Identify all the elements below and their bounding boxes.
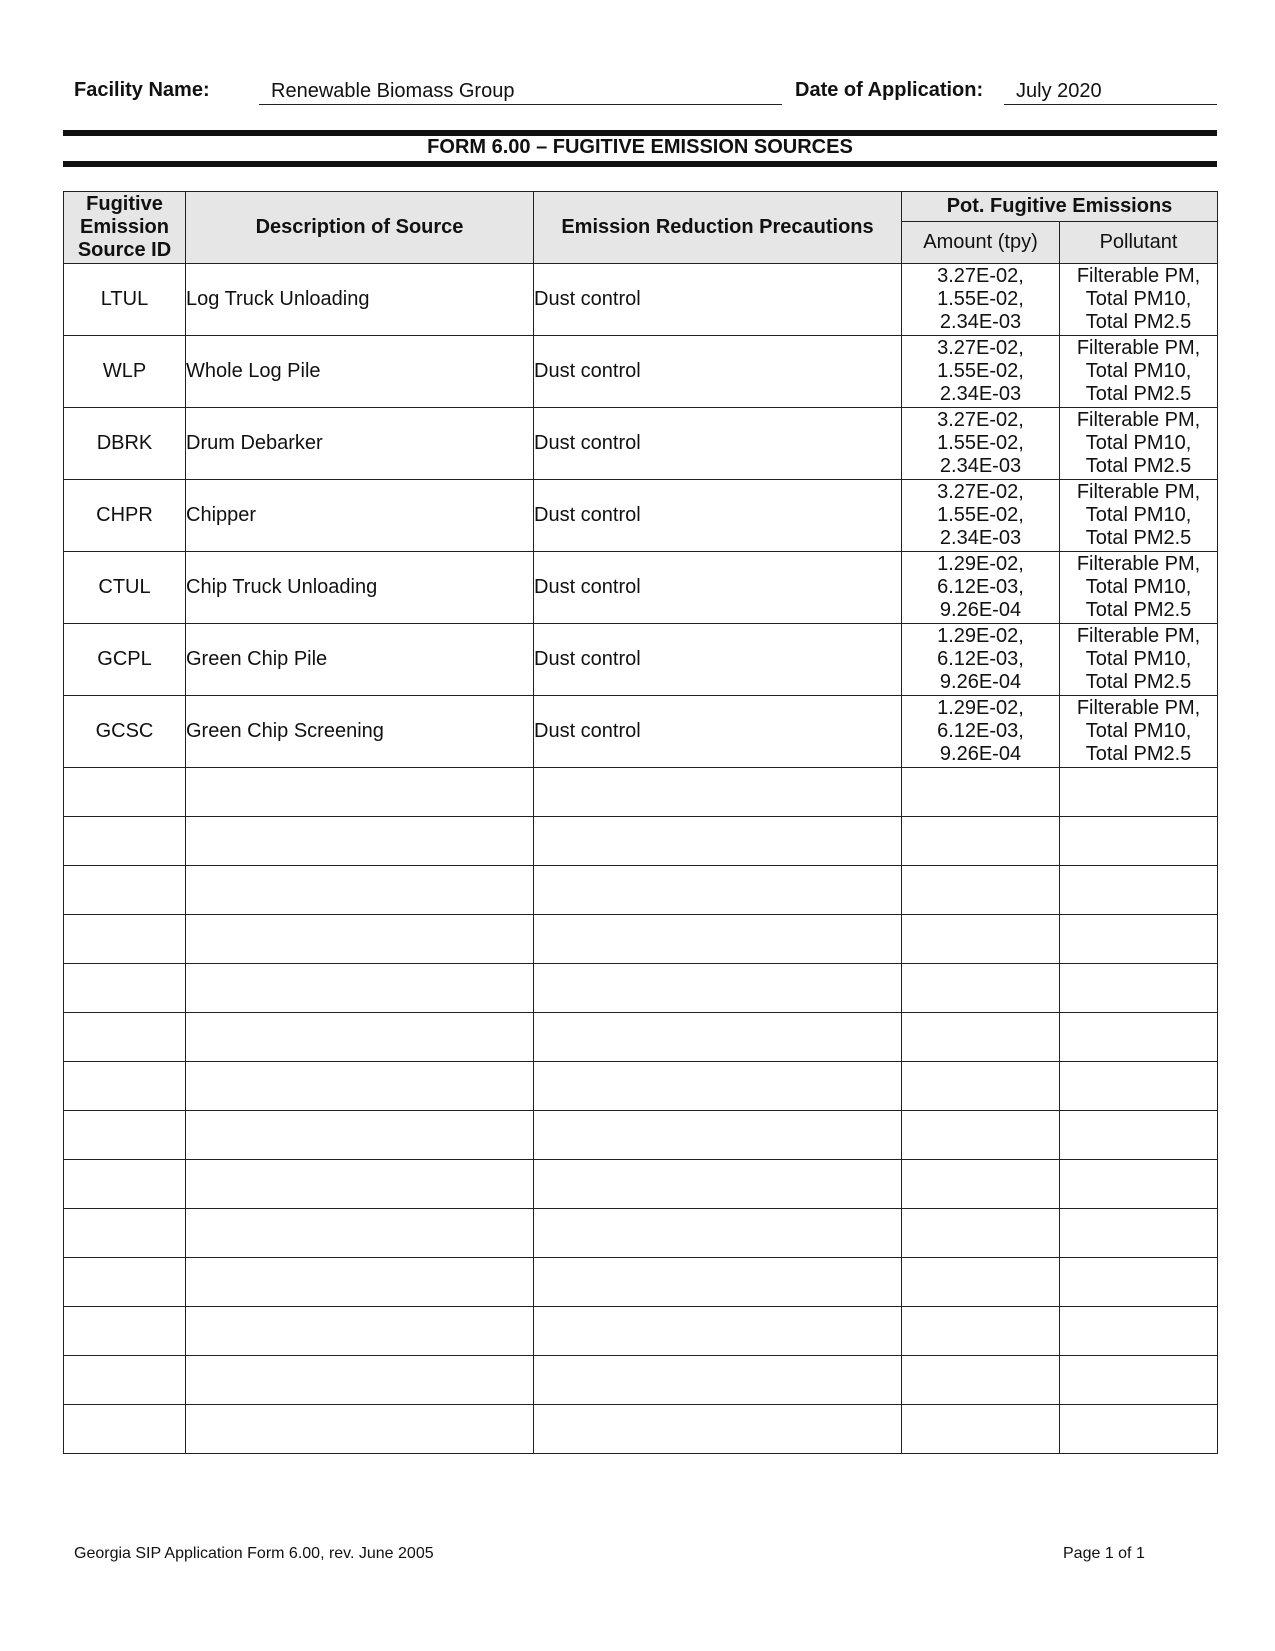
description-cell[interactable]: [186, 768, 534, 817]
source-id-cell[interactable]: [64, 1209, 186, 1258]
fugitive-emissions-table: [63, 191, 1218, 1454]
pollutant-cell[interactable]: [1060, 1111, 1218, 1160]
precautions-cell[interactable]: [534, 1111, 902, 1160]
source-id-cell[interactable]: CTUL: [64, 552, 186, 624]
description-cell[interactable]: Drum Debarker: [186, 408, 534, 480]
source-id-cell[interactable]: [64, 1062, 186, 1111]
pollutant-line: Total PM2.5: [1085, 671, 1192, 693]
amount-cell[interactable]: [902, 480, 1060, 552]
description-cell[interactable]: [186, 1307, 534, 1356]
amount-line: 9.26E-04: [939, 599, 1022, 621]
precautions-cell[interactable]: [534, 1307, 902, 1356]
amount-cell[interactable]: [902, 1062, 1060, 1111]
pollutant-line: Filterable PM,: [1076, 265, 1201, 287]
pollutant-line: Total PM10,: [1085, 720, 1192, 742]
description-cell[interactable]: [186, 1356, 534, 1405]
pollutant-line: Total PM2.5: [1085, 383, 1192, 405]
pollutant-cell[interactable]: [1060, 1356, 1218, 1405]
amount-line: 3.27E-02,: [937, 337, 1024, 359]
amount-line: 2.34E-03: [939, 383, 1022, 405]
source-id-cell[interactable]: [64, 1013, 186, 1062]
amount-cell[interactable]: [902, 336, 1060, 408]
amount-line: 1.29E-02,: [937, 697, 1024, 719]
date-of-application-label: Date of Application:: [795, 79, 984, 101]
precautions-cell[interactable]: Dust control: [534, 552, 902, 624]
pollutant-cell[interactable]: [1060, 408, 1218, 480]
amount-cell[interactable]: [902, 624, 1060, 696]
pollutant-cell[interactable]: [1060, 915, 1218, 964]
description-cell[interactable]: [186, 1111, 534, 1160]
pollutant-cell[interactable]: [1060, 1062, 1218, 1111]
pollutant-line: Total PM10,: [1085, 648, 1192, 670]
amount-cell[interactable]: [902, 817, 1060, 866]
precautions-cell[interactable]: Dust control: [534, 336, 902, 408]
precautions-cell[interactable]: Dust control: [534, 624, 902, 696]
amount-line: 6.12E-03,: [937, 576, 1024, 598]
amount-line: 3.27E-02,: [937, 481, 1024, 503]
amount-cell[interactable]: [902, 1258, 1060, 1307]
source-id-cell[interactable]: [64, 1307, 186, 1356]
amount-cell[interactable]: [902, 964, 1060, 1013]
source-id-cell[interactable]: [64, 964, 186, 1013]
description-cell[interactable]: [186, 1258, 534, 1307]
blank-table-row: [64, 915, 1218, 964]
facility-name-field[interactable]: Renewable Biomass Group: [259, 78, 782, 105]
amount-cell[interactable]: [902, 1160, 1060, 1209]
header-pollutant: Pollutant: [1060, 222, 1218, 264]
amount-line: 1.55E-02,: [937, 504, 1024, 526]
source-id-cell[interactable]: GCPL: [64, 624, 186, 696]
blank-table-row: [64, 1013, 1218, 1062]
pollutant-line: Total PM2.5: [1085, 527, 1192, 549]
description-cell[interactable]: [186, 1160, 534, 1209]
description-cell[interactable]: [186, 866, 534, 915]
amount-line: 1.55E-02,: [937, 360, 1024, 382]
footer-page-number: Page 1 of 1: [1063, 1545, 1145, 1562]
pollutant-cell[interactable]: [1060, 1160, 1218, 1209]
amount-cell[interactable]: [902, 696, 1060, 768]
description-cell[interactable]: [186, 1062, 534, 1111]
amount-cell[interactable]: [902, 1209, 1060, 1258]
amount-cell[interactable]: [902, 1356, 1060, 1405]
header-amount: Amount (tpy): [902, 222, 1060, 264]
amount-cell[interactable]: [902, 866, 1060, 915]
pollutant-cell[interactable]: [1060, 1258, 1218, 1307]
table-row: [64, 264, 1218, 336]
table-row: [64, 696, 1218, 768]
pollutant-line: Filterable PM,: [1076, 625, 1201, 647]
amount-line: 2.34E-03: [939, 311, 1022, 333]
amount-line: 9.26E-04: [939, 743, 1022, 765]
precautions-cell[interactable]: [534, 1258, 902, 1307]
source-id-cell[interactable]: [64, 1356, 186, 1405]
source-id-cell[interactable]: GCSC: [64, 696, 186, 768]
pollutant-line: Total PM10,: [1085, 360, 1192, 382]
precautions-cell[interactable]: [534, 1209, 902, 1258]
source-id-cell[interactable]: [64, 768, 186, 817]
precautions-cell[interactable]: Dust control: [534, 408, 902, 480]
pollutant-line: Total PM2.5: [1085, 743, 1192, 765]
table-row: [64, 624, 1218, 696]
source-id-cell[interactable]: [64, 915, 186, 964]
precautions-cell[interactable]: [534, 768, 902, 817]
amount-cell[interactable]: [902, 1307, 1060, 1356]
header-pot-fugitive-emissions: Pot. Fugitive Emissions: [902, 192, 1218, 222]
description-cell[interactable]: [186, 964, 534, 1013]
header-precautions: Emission Reduction Precautions: [534, 192, 902, 264]
description-cell[interactable]: Chipper: [186, 480, 534, 552]
blank-table-row: [64, 1160, 1218, 1209]
amount-line: 2.34E-03: [939, 455, 1022, 477]
source-id-cell[interactable]: [64, 1111, 186, 1160]
blank-table-row: [64, 1062, 1218, 1111]
table-row: [64, 480, 1218, 552]
pollutant-line: Total PM2.5: [1085, 599, 1192, 621]
blank-table-row: [64, 964, 1218, 1013]
amount-line: 6.12E-03,: [937, 720, 1024, 742]
pollutant-cell[interactable]: [1060, 696, 1218, 768]
source-id-cell[interactable]: [64, 817, 186, 866]
amount-line: 6.12E-03,: [937, 648, 1024, 670]
pollutant-cell[interactable]: [1060, 1013, 1218, 1062]
pollutant-line: Filterable PM,: [1076, 481, 1201, 503]
pollutant-cell[interactable]: [1060, 1209, 1218, 1258]
blank-table-row: [64, 817, 1218, 866]
precautions-cell[interactable]: [534, 866, 902, 915]
amount-line: 9.26E-04: [939, 671, 1022, 693]
description-cell[interactable]: [186, 1013, 534, 1062]
description-cell[interactable]: [186, 817, 534, 866]
title-bottom-rule: [63, 161, 1217, 167]
description-cell[interactable]: Log Truck Unloading: [186, 264, 534, 336]
pollutant-line: Total PM10,: [1085, 288, 1192, 310]
pollutant-cell[interactable]: [1060, 1307, 1218, 1356]
blank-table-row: [64, 1111, 1218, 1160]
date-of-application-field[interactable]: July 2020: [1004, 78, 1217, 105]
pollutant-cell[interactable]: [1060, 480, 1218, 552]
table-row: [64, 552, 1218, 624]
source-id-cell[interactable]: LTUL: [64, 264, 186, 336]
description-cell[interactable]: [186, 915, 534, 964]
amount-line: 2.34E-03: [939, 527, 1022, 549]
precautions-cell[interactable]: [534, 1013, 902, 1062]
amount-line: 1.55E-02,: [937, 432, 1024, 454]
description-cell[interactable]: Green Chip Pile: [186, 624, 534, 696]
blank-table-row: [64, 768, 1218, 817]
pollutant-cell[interactable]: [1060, 768, 1218, 817]
source-id-cell[interactable]: [64, 1258, 186, 1307]
pollutant-line: Filterable PM,: [1076, 553, 1201, 575]
pollutant-line: Total PM2.5: [1085, 311, 1192, 333]
blank-table-row: [64, 1307, 1218, 1356]
source-id-cell[interactable]: CHPR: [64, 480, 186, 552]
pollutant-cell[interactable]: [1060, 817, 1218, 866]
description-cell[interactable]: [186, 1209, 534, 1258]
amount-cell[interactable]: [902, 1111, 1060, 1160]
pollutant-cell[interactable]: [1060, 1405, 1218, 1454]
amount-cell[interactable]: [902, 264, 1060, 336]
amount-cell[interactable]: [902, 915, 1060, 964]
precautions-cell[interactable]: [534, 964, 902, 1013]
footer-form-revision: Georgia SIP Application Form 6.00, rev. June 2005: [74, 1545, 434, 1562]
facility-name-label: Facility Name:: [74, 79, 210, 101]
pollutant-line: Filterable PM,: [1076, 337, 1201, 359]
description-cell[interactable]: Green Chip Screening: [186, 696, 534, 768]
precautions-cell[interactable]: Dust control: [534, 696, 902, 768]
table-row: [64, 408, 1218, 480]
pollutant-line: Total PM10,: [1085, 432, 1192, 454]
amount-line: 3.27E-02,: [937, 265, 1024, 287]
amount-cell[interactable]: [902, 1013, 1060, 1062]
form-title: FORM 6.00 – FUGITIVE EMISSION SOURCES: [427, 136, 853, 158]
amount-line: 1.55E-02,: [937, 288, 1024, 310]
pollutant-cell[interactable]: [1060, 964, 1218, 1013]
precautions-cell[interactable]: Dust control: [534, 480, 902, 552]
header-source-id: Fugitive Emission Source ID: [64, 192, 186, 264]
blank-table-row: [64, 1258, 1218, 1307]
blank-table-row: [64, 866, 1218, 915]
pollutant-line: Total PM2.5: [1085, 455, 1192, 477]
description-cell[interactable]: [186, 1405, 534, 1454]
precautions-cell[interactable]: [534, 1405, 902, 1454]
pollutant-line: Filterable PM,: [1076, 409, 1201, 431]
description-cell[interactable]: Chip Truck Unloading: [186, 552, 534, 624]
blank-table-row: [64, 1209, 1218, 1258]
pollutant-cell[interactable]: [1060, 552, 1218, 624]
source-id-cell[interactable]: [64, 1405, 186, 1454]
pollutant-cell[interactable]: [1060, 336, 1218, 408]
precautions-cell[interactable]: [534, 1062, 902, 1111]
precautions-cell[interactable]: [534, 817, 902, 866]
source-id-cell[interactable]: [64, 866, 186, 915]
pollutant-line: Total PM10,: [1085, 504, 1192, 526]
precautions-cell[interactable]: [534, 1356, 902, 1405]
amount-line: 1.29E-02,: [937, 625, 1024, 647]
amount-cell[interactable]: [902, 768, 1060, 817]
pollutant-cell[interactable]: [1060, 264, 1218, 336]
amount-line: 1.29E-02,: [937, 553, 1024, 575]
header-description: Description of Source: [186, 192, 534, 264]
pollutant-line: Total PM10,: [1085, 576, 1192, 598]
blank-table-row: [64, 1356, 1218, 1405]
blank-table-row: [64, 1405, 1218, 1454]
source-id-cell[interactable]: [64, 1160, 186, 1209]
table-row: [64, 336, 1218, 408]
amount-cell[interactable]: [902, 1405, 1060, 1454]
source-id-cell[interactable]: DBRK: [64, 408, 186, 480]
pollutant-cell[interactable]: [1060, 866, 1218, 915]
source-id-cell[interactable]: WLP: [64, 336, 186, 408]
amount-line: 3.27E-02,: [937, 409, 1024, 431]
pollutant-cell[interactable]: [1060, 624, 1218, 696]
precautions-cell[interactable]: [534, 915, 902, 964]
amount-cell[interactable]: [902, 408, 1060, 480]
precautions-cell[interactable]: [534, 1160, 902, 1209]
precautions-cell[interactable]: Dust control: [534, 264, 902, 336]
amount-cell[interactable]: [902, 552, 1060, 624]
description-cell[interactable]: Whole Log Pile: [186, 336, 534, 408]
pollutant-line: Filterable PM,: [1076, 697, 1201, 719]
